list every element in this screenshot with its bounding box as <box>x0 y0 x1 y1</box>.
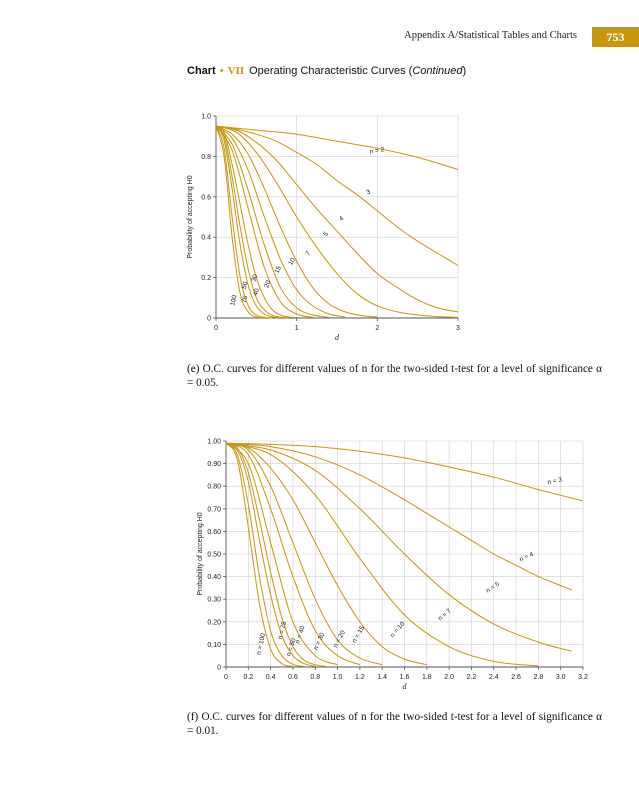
caption-f: (f) O.C. curves for different values of n for the two-sided t-test for a level of significance α = 0.01. <box>187 711 602 737</box>
y-tick-label: 0.70 <box>207 506 221 514</box>
curve-label: n = 75 <box>276 620 289 641</box>
x-tick-label: 3.2 <box>578 674 588 681</box>
y-tick-label: 0 <box>207 315 211 323</box>
curve-label: n = 7 <box>436 607 453 623</box>
x-tick-label: 1.2 <box>355 674 365 681</box>
y-tick-label: 0.30 <box>207 596 221 604</box>
curve-label: 100 <box>229 294 239 307</box>
oc-curve <box>226 443 307 666</box>
x-tick-label: 0.4 <box>265 674 276 681</box>
curve-label: 30 <box>250 273 260 283</box>
curve-label: n = 20 <box>332 629 347 649</box>
y-tick-label: 0.4 <box>201 234 211 242</box>
curve-label: 75 <box>240 295 250 304</box>
curve-label: 4 <box>338 215 346 223</box>
running-head: Appendix A/Statistical Tables and Charts <box>404 30 577 41</box>
x-tick-label: 0 <box>224 674 228 681</box>
y-tick-label: 0 <box>217 664 221 672</box>
y-tick-label: 0.90 <box>207 461 221 469</box>
curve-label: 15 <box>273 265 284 275</box>
y-tick-label: 1.00 <box>207 438 221 446</box>
y-tick-label: 0.80 <box>207 483 221 491</box>
page-number: 753 <box>606 29 625 44</box>
y-tick-label: 0.50 <box>207 551 221 559</box>
y-tick-label: 0.8 <box>201 153 211 161</box>
x-tick-label: 2.0 <box>444 674 454 681</box>
x-tick-label: 2.2 <box>466 674 477 681</box>
x-tick-label: 0.8 <box>310 674 321 681</box>
x-tick-label: 2.8 <box>533 674 544 681</box>
chart-heading-text: Operating Characteristic Curves ( <box>249 65 413 77</box>
x-tick-label: 1.0 <box>332 674 343 681</box>
curve-label: 7 <box>304 250 313 258</box>
oc-curve <box>226 443 572 651</box>
chart-heading-close: ) <box>462 65 467 77</box>
x-axis-label: d <box>402 682 407 691</box>
curve-label: 10 <box>287 256 297 267</box>
curve-label: 40 <box>252 287 261 297</box>
caption-e: (e) O.C. curves for different values of n for the two-sided t-test for a level of significance α = 0.05. <box>187 363 602 389</box>
curve-label: n = 3 <box>546 476 563 487</box>
x-tick-label: 1.6 <box>399 674 410 681</box>
y-tick-label: 0.40 <box>207 574 221 582</box>
x-axis-label: d <box>335 333 339 342</box>
curve-label: n = 5 <box>484 580 502 595</box>
curve-label: n = 100 <box>255 632 268 656</box>
x-tick-label: 0.2 <box>243 674 254 681</box>
curve-label: n = 50 <box>285 637 298 658</box>
curve-label: n = 15 <box>350 624 367 645</box>
x-tick-label: 1.4 <box>377 674 388 681</box>
x-tick-label: 3.0 <box>555 674 566 681</box>
curve-label: n = 4 <box>518 550 535 564</box>
x-tick-label: 0 <box>214 325 218 332</box>
y-tick-label: 0.20 <box>207 619 221 627</box>
x-tick-label: 2 <box>375 325 380 332</box>
chart-heading-continued: Continued <box>412 65 463 77</box>
chart-heading-prefix: Chart <box>187 65 216 77</box>
curve-label: 50 <box>240 280 250 290</box>
y-tick-label: 0.2 <box>201 275 211 283</box>
x-tick-label: 0.6 <box>288 674 298 681</box>
y-tick-label: 1.0 <box>201 113 211 121</box>
y-axis-label: Probability of accepting H0 <box>187 175 194 259</box>
y-axis-label: Probability of accepting H0 <box>197 512 204 596</box>
y-tick-label: 0.60 <box>207 528 221 536</box>
x-tick-label: 1.8 <box>421 674 432 681</box>
curve-label: n = 2 <box>369 146 385 156</box>
curve-label: 20 <box>263 279 273 289</box>
x-tick-label: 1 <box>294 325 299 332</box>
curve-label: n = 30 <box>312 631 327 652</box>
chart-heading-number: VII <box>227 65 245 77</box>
curve-label: n = 40 <box>294 625 307 645</box>
curve-label: 3 <box>365 188 372 197</box>
y-tick-label: 0.6 <box>201 194 211 202</box>
x-tick-label: 2.4 <box>488 674 499 681</box>
y-tick-label: 0.10 <box>207 641 221 649</box>
curve-label: n = 10 <box>389 620 407 640</box>
x-tick-label: 2.6 <box>511 674 521 681</box>
curve-label: 5 <box>322 230 331 238</box>
x-tick-label: 3 <box>456 325 460 332</box>
chart-heading-bullet: • <box>219 65 224 77</box>
